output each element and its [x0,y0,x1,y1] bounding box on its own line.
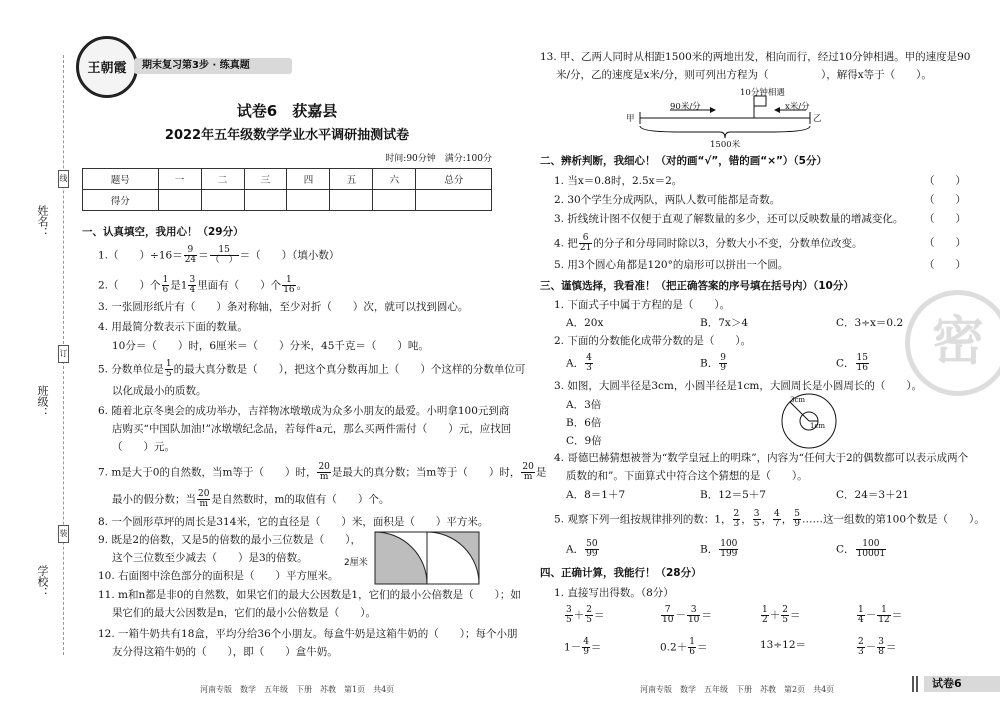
question-4: 4. 用最简分数表示下面的数量。 [98,321,248,333]
judge-4: 4. 把 $\frac{6}{21}$ 的分子和分母同时除以3，分数大小不变，分数单位改变。 [554,233,863,253]
choice-4-opt-b: B．12＝5＋7 [700,489,766,501]
calc-item: 1－ $\frac{4}{9}$ ＝ [564,637,602,657]
question-9: 9. 既是2的倍数，又是5的倍数的最小三位数是（ ）， [98,534,361,546]
shaded-area-figure [374,530,484,586]
score-input-cell[interactable] [244,190,287,211]
binding-mark-line: 线 [58,170,69,188]
choice-4: 4. 哥德巴赫猜想被誉为“数学皇冠上的明珠”，内容为“任何大于2的偶数都可以表示成两个 [554,452,969,464]
corner-tag: 试卷6 [924,676,1000,692]
score-cell: 题号 [83,169,159,190]
question-8: 8. 一个圆形草坪的周长是314米，它的直径是（ ）米，面积是（ ）平方米。 [98,516,489,528]
calc-item: $\frac{1}{4}$ － $\frac{1}{12}$ ＝ [858,605,903,625]
judge-2-bracket[interactable]: （ ） [924,194,966,206]
calc-item: $\frac{7}{10}$ － $\frac{3}{10}$ ＝ [662,605,712,625]
concentric-circles-figure [780,392,838,450]
binding-mark-bind: 装 [58,525,69,543]
choice-2-opt-a: A． $\frac{4}{3}$ [566,353,592,373]
question-11-cont: 果它们的最大公因数是n，它们的最小公倍数是（ ）。 [112,607,377,619]
choice-2-opt-b: B． $\frac{9}{9}$ [700,353,726,373]
calc-item: $\frac{1}{2}$ ＋ $\frac{2}{5}$ ＝ [762,605,801,625]
score-cell: 四 [287,169,330,190]
page-subtitle: 2022年五年级数学学业水平调研抽测试卷 [164,128,410,143]
big-radius-label: 3cm [790,396,806,404]
score-table [82,168,492,211]
review-banner: 期末复习第3步 · 练真题 [134,58,292,74]
question-10: 10. 右面图中涂色部分的面积是（ ）平方厘米。 [98,570,339,582]
secret-stamp [905,290,1000,396]
calc-item: 13÷12＝ [760,639,807,651]
score-input-cell[interactable] [201,190,244,211]
question-11: 11. m和n都是非0的自然数，如果它们的最大公因数是1，它们的最小公倍数是（ ）；如 [98,589,521,601]
score-cell: 五 [330,169,373,190]
school-label: 学校： [36,565,49,598]
choice-4-cont: 质数的和”。下面算式中符合这个猜想的是（ ）。 [566,470,808,482]
score-cell: 二 [201,169,244,190]
choice-1-opt-b: B．7x＞4 [700,317,748,329]
judge-5-bracket[interactable]: （ ） [924,259,966,271]
choice-2-opt-c: C． $\frac{15}{16}$ [836,353,868,373]
score-table-header-row [83,169,492,190]
diagram-right-end: 乙 [813,114,822,124]
score-cell: 得分 [83,190,159,211]
question-3: 3. 一张圆形纸片有（ ）条对称轴，至少对折（ ）次，就可以找到圆心。 [98,301,469,313]
choice-3-opt-c: C．9倍 [566,435,602,447]
choice-5-opt-b: B． $\frac{100}{199}$ [700,539,738,559]
binding-mark-order: 订 [58,345,69,363]
judge-5: 5. 用3个圆心角都是120°的扇形可以拼出一个圆。 [554,259,789,271]
calc-item: $\frac{3}{5}$ ＋ $\frac{2}{5}$ ＝ [566,605,605,625]
choice-2: 2. 下面的分数能化成带分数的是（ ）。 [554,335,752,347]
question-6: 6. 随着北京冬奥会的成功举办，吉祥物冰墩墩成为众多小朋友的最爱。小明拿100元到商 [98,405,510,417]
logo-text: 王朝霞 [87,61,127,76]
diagram-right-speed: x米/分 [785,102,810,112]
question-9-cont: 这个三位数至少减去（ ）是3的倍数。 [112,552,308,564]
question-5-cont: 以化成最小的质数。 [112,385,207,397]
score-cell: 六 [373,169,416,190]
small-radius-label: 1cm [810,422,826,430]
choice-4-opt-a: A．8＝1＋7 [566,489,626,501]
diagram-top-label: 10分钟相遇 [740,88,785,98]
section3-heading: 三、谨慎选择，我看准！（把正确答案的序号填在括号内）（10分） [540,280,854,292]
time-info: 时间:90分钟 满分:100分 [385,154,492,164]
name-label: 姓名： [36,205,49,238]
score-input-cell[interactable] [373,190,416,211]
calc-item: $\frac{2}{3}$ － $\frac{3}{8}$ ＝ [858,637,897,657]
corner-stripes [912,676,920,692]
section4-heading: 四、正确计算，我能行！（28分） [540,567,702,579]
footer-right: 河南专版 数学 五年级 下册 苏教 第2页 共4页 [640,685,835,694]
choice-1-opt-a: A．20x [566,317,604,329]
judge-3-bracket[interactable]: （ ） [924,213,966,225]
diagram-left-speed: 90米/分 [670,102,701,112]
choice-4-opt-c: C．24＝3＋21 [836,489,909,501]
judge-1: 1. 当x＝0.8时，2.5x＝2。 [554,175,683,187]
question-13-cont: 米/分，乙的速度是x米/分，则可列出方程为（ ），解得x等于（ ）。 [556,69,932,81]
score-input-cell[interactable] [330,190,373,211]
stamp-char: 密 [931,312,984,372]
score-cell: 一 [158,169,201,190]
question-7-cont: 最小的假分数；当 $\frac{20}{m}$ 是自然数时，m的取值有（ ）个。 [112,489,390,509]
question-1: 1.（ ）÷16＝ $\frac{9}{24}$ ＝ $\frac{15}{( )}$ ＝（ ）（填小数） [98,245,340,265]
judge-4-bracket[interactable]: （ ） [924,237,966,249]
judge-2: 2. 30个学生分成两队，两队人数可能都是奇数。 [554,194,781,206]
question-12: 12. 一箱牛奶共有18盒，平均分给36个小朋友。每盒牛奶是这箱牛奶的（ ）；每个小朋 [98,628,518,640]
question-4-items: 10分＝（ ）时，6厘米＝（ ）分米，45千克＝（ ）吨。 [112,340,429,352]
calc-instruction: 1. 直接写出得数。（8分） [554,587,674,599]
score-table-score-row [83,190,492,211]
score-input-cell[interactable] [158,190,201,211]
class-label: 班级： [36,385,49,418]
brand-logo [76,36,138,98]
choice-3-opt-b: B．6倍 [566,417,602,429]
question-6-cont: 店购买“中国队加油!”冰墩墩纪念品，若每件a元，那么买两件需付（ ）元，应找回 [112,423,512,435]
page-title: 试卷6 获嘉县 [236,102,338,120]
choice-1: 1. 下面式子中属于方程的是（ ）。 [554,299,731,311]
question-5: 5. 分数单位是 $\frac{1}{5}$ 的最大真分数是（ ），把这个真分数再加上（ ）个这样的分数单位可 [98,359,526,379]
question-2: 2.（ ）个 $\frac{1}{6}$ 是1 $\frac{3}{4}$ 里面有（ ）个 $\frac{1}{16}$ 。 [98,275,308,295]
diagram-left-end: 甲 [626,114,635,124]
score-input-cell[interactable] [287,190,330,211]
score-cell: 三 [244,169,287,190]
choice-5-opt-c: C． $\frac{100}{10001}$ [836,539,886,559]
question-7: 7. m是大于0的自然数，当m等于（ ）时， $\frac{20}{m}$ 是最大的真分数；当m等于（ ）时， $\frac{20}{m}$ 是 [98,462,547,482]
choice-1-opt-c: C．3÷x＝0.2 [836,317,904,329]
choice-3: 3. 如图，大圆半径是3cm，小圆半径是1cm，大圆周长是小圆周长的（ ）。 [554,380,923,392]
question-12-cont: 友分得这箱牛奶的（ ），即（ ）盒牛奶。 [112,646,338,658]
calc-item: 0.2＋ $\frac{1}{6}$ ＝ [660,637,708,657]
judge-1-bracket[interactable]: （ ） [924,175,966,187]
section1-heading: 一、认真填空，我用心！（29分） [82,226,244,238]
score-cell: 总分 [416,169,492,190]
choice-3-opt-a: A．3倍 [566,399,602,411]
question-13: 13. 甲、乙两人同时从相距1500米的两地出发，相向而行，经过10分钟相遇。甲的速度是90 [540,51,971,63]
score-input-cell[interactable] [416,190,492,211]
footer-left: 河南专版 数学 五年级 下册 苏教 第1页 共4页 [200,685,395,694]
figure-side-label: 2厘米 [344,558,368,568]
section2-heading: 二、辨析判断，我细心！（对的画“√”，错的画“×”）（5分） [540,155,827,167]
question-6-cont2: （ ）元。 [112,441,175,453]
choice-5-opt-a: A． $\frac{50}{99}$ [566,539,598,559]
choice-5: 5. 观察下列一组按规律排列的数：1， $\frac{2}{3}$ ， $\frac{3}{5}$ ， $\frac{4}{7}$ ， $\frac{5}{9}$ ……这一组数的第100个数是（ ）。 [554,509,985,529]
diagram-distance: 1500米 [710,140,741,150]
judge-3: 3. 折线统计图不仅便于直观了解数量的多少，还可以反映数量的增减变化。 [554,213,904,225]
